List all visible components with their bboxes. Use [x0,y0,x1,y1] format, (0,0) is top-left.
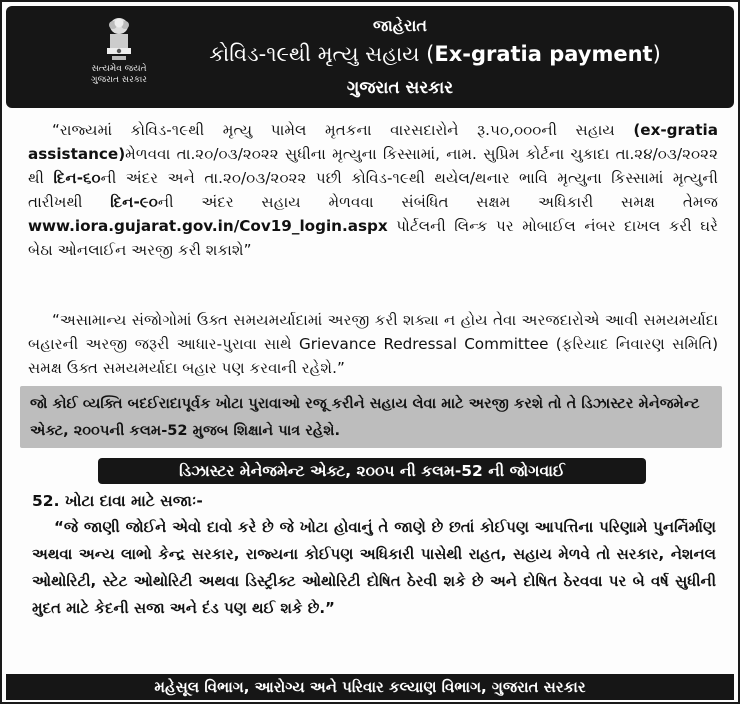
p1-bold-2: દિન-૬૦ [53,169,101,187]
notice-label: જાહેરાત [373,16,427,35]
p1-bold-1: (ex-gratia assistance) [28,121,718,163]
section-quote: “જે જાણી જોઈને એવો દાવો કરે છે જે ખોટા હોવાનું તે જાણે છે છતાં કોઈપણ આપત્તિના પરિણામે પુનર્નિર્માણ અથવા અન્ય લાભો કેન્દ્ર સરકાર, રાજ્યના કોઈપણ અધિકારી પાસેથી રાહત, સહાય મેળવે તો સરકાર, નેશનલ ઓથોરિટી, સ્ટેટ ઓથોરિટી અથવા ડિસ્ટ્રીક્ટ ઓથોરિટી દોષિત ઠેરવી શકે છે અને દોષિત ઠેરવવા પર બે વર્ષ સુધીની મુદત માટે કેદની સજા અને દંડ પણ થઈ શકે છે.” [32,518,716,617]
footer-banner: મહેસૂલ વિભાગ, આરોગ્ય અને પરિવાર કલ્યાણ વિભાગ, ગુજરાત સરકાર [6,674,734,700]
warning-box: જો કોઈ વ્યક્તિ બદઈરાદાપૂર્વક ખોટા પુરાવાઓ રજૂ કરીને સહાય લેવા માટે અરજી કરશે તો તે ડિઝાસ્ટર મેનેજમેન્ટ એક્ટ, ૨૦૦૫ની કલમ-52 મુજબ શિક્ષાને પાત્ર રહેશે. [20,386,722,448]
p1-text-1: “રાજ્યમાં કોવિડ-૧૯થી મૃત્યુ પામેલ મૃતકના વારસદારોને રૂ.૫૦,૦૦૦ની સહાય [52,121,634,139]
act-title-bar: ડિઝાસ્ટર મેનેજમેન્ટ એક્ટ, ૨૦૦૫ ની કલમ-52 ની જોગવાઈ [98,458,646,484]
p1-bold-3: દિન-૯૦ [110,193,158,211]
emblem-caption: ગુજરાત સરકાર [91,75,147,85]
title-bold: Ex-gratia payment [434,42,653,66]
p1-text-3: ની અંદર અને તા.૨૦/૦૩/૨૦૨૨ પછી કોવિડ-૧૯થી થયેલ/થનાર ભાવિ મૃત્યુના કિસ્સામાં મૃત્યુની તારીખથી [28,169,718,211]
page-title [156,42,714,67]
paragraph-1 [28,118,718,262]
emblem-motto: સત્યમેવ જયતે [91,64,147,74]
portal-url[interactable]: www.iora.gujarat.gov.in/Cov19_login.aspx [28,217,388,235]
p1-text-2: મેળવવા તા.૨૦/૦૩/૨૦૨૨ સુધીના મૃત્યુના કિસ્સામાં, નામ. સુપ્રિમ કોર્ટના ચુકાદા તા.૨૪/૦૩/૨૦૨૨ થી [28,145,718,187]
header-govt: ગુજરાત સરકાર [346,78,454,98]
p1-text-5: પોર્ટલની લિન્ક પર મોબાઈલ નંબર દાખલ કરી ઘરે બેઠા ઓનલાઈન અરજી કરી શકાશે” [28,217,718,259]
paragraph-2: “અસામાન્ય સંજોગોમાં ઉક્ત સમયમર્યાદામાં અરજી કરી શક્યા ન હોય તેવા અરજદારોએ આવી સમયમર્યાદા બહારની અરજી જરૂરી આધાર-પુરાવા સાથે Grievance Redressal Committee (ફરિયાદ નિવારણ સમિતિ) સમક્ષ ઉક્ત સમયમર્યાદા બહાર પણ કરવાની રહેશે.” [28,311,718,377]
section-title: 52. ખોટા દાવા માટે સજાઃ- [32,492,203,510]
header-banner [6,6,734,108]
title-suffix: ) [652,42,661,66]
p1-text-4: ની અંદર સહાય મેળવવા સંબંધિત સક્ષમ અધિકારી સમક્ષ તેમજ [157,193,718,211]
title-prefix: કોવિડ-૧૯થી મૃત્યુ સહાય ( [209,42,435,66]
